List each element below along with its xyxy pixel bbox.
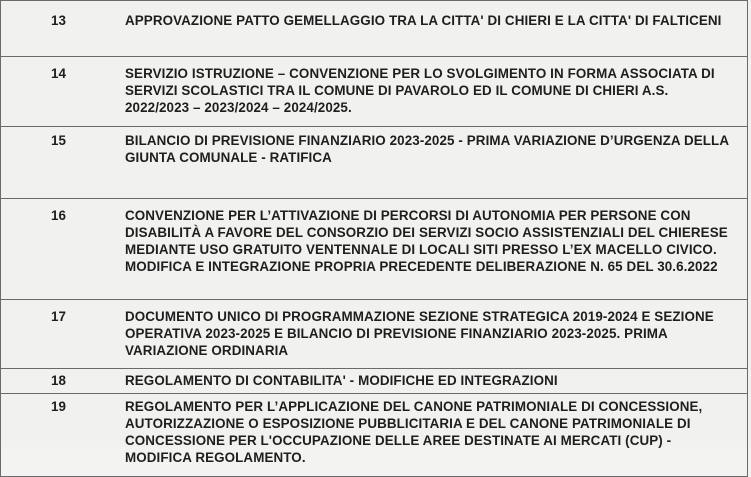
agenda-row	[1, 199, 748, 300]
item-number-cell	[1, 57, 120, 127]
item-number-cell	[1, 300, 120, 369]
agenda-row	[1, 57, 748, 127]
agenda-row	[1, 127, 748, 199]
item-number: 16	[51, 208, 66, 223]
item-description: REGOLAMENTO DI CONTABILITA' - MODIFICHE ED INTEGRAZIONI	[119, 369, 748, 394]
item-number: 17	[51, 309, 66, 324]
item-number-cell	[1, 199, 120, 300]
item-description: DOCUMENTO UNICO DI PROGRAMMAZIONE SEZIONE STRATEGICA 2019-2024 E SEZIONE OPERATIVA 2023-2025 E BILANCIO DI PREVISIONE FINANZIARIO 2023-2025. PRIMA VARIAZIONE ORDINARIA	[119, 300, 748, 369]
agenda-row	[1, 1, 748, 57]
item-number-cell	[1, 369, 120, 394]
item-description: SERVIZIO ISTRUZIONE – CONVENZIONE PER LO SVOLGIMENTO IN FORMA ASSOCIATA DI SERVIZI SCOLASTICI TRA IL COMUNE DI PAVAROLO ED IL COMUNE DI CHIERI A.S. 2022/2023 – 2023/2024 – 2024/2025.	[119, 57, 748, 127]
item-description: APPROVAZIONE PATTO GEMELLAGGIO TRA LA CITTA' DI CHIERI E LA CITTA' DI FALTICENI	[119, 1, 748, 57]
item-description: CONVENZIONE PER L’ATTIVAZIONE DI PERCORSI DI AUTONOMIA PER PERSONE CON DISABILITÀ A FAVORE DEL CONSORZIO DEI SERVIZI SOCIO ASSISTENZIALI DEL CHIERESE MEDIANTE USO GRATUITO VENTENNALE DI LOCALI SITI PRESSO L’EX MACELLO CIVICO. MODIFICA E INTEGRAZIONE PROPRIA PRECEDENTE DELIBERAZIONE N. 65 DEL 30.6.2022	[119, 199, 748, 300]
agenda-row	[1, 394, 748, 477]
item-number: 15	[51, 133, 66, 148]
item-number-cell	[1, 127, 120, 199]
item-number: 13	[51, 13, 66, 28]
item-number: 14	[51, 66, 66, 81]
item-description: REGOLAMENTO PER L’APPLICAZIONE DEL CANONE PATRIMONIALE DI CONCESSIONE, AUTORIZZAZIONE O ESPOSIZIONE PUBBLICITARIA E DEL CANONE PATRIMONIALE DI CONCESSIONE PER L'OCCUPAZIONE DELLE AREE DESTINATE AI MERCATI (CUP) - MODIFICA REGOLAMENTO.	[119, 394, 748, 477]
item-number: 19	[51, 399, 66, 414]
agenda-row	[1, 369, 748, 394]
item-number-cell	[1, 394, 120, 477]
agenda-row	[1, 300, 748, 369]
item-description: BILANCIO DI PREVISIONE FINANZIARIO 2023-2025 - PRIMA VARIAZIONE D’URGENZA DELLA GIUNTA COMUNALE - RATIFICA	[119, 127, 748, 199]
item-number-cell	[1, 1, 120, 57]
item-number: 18	[51, 373, 66, 388]
